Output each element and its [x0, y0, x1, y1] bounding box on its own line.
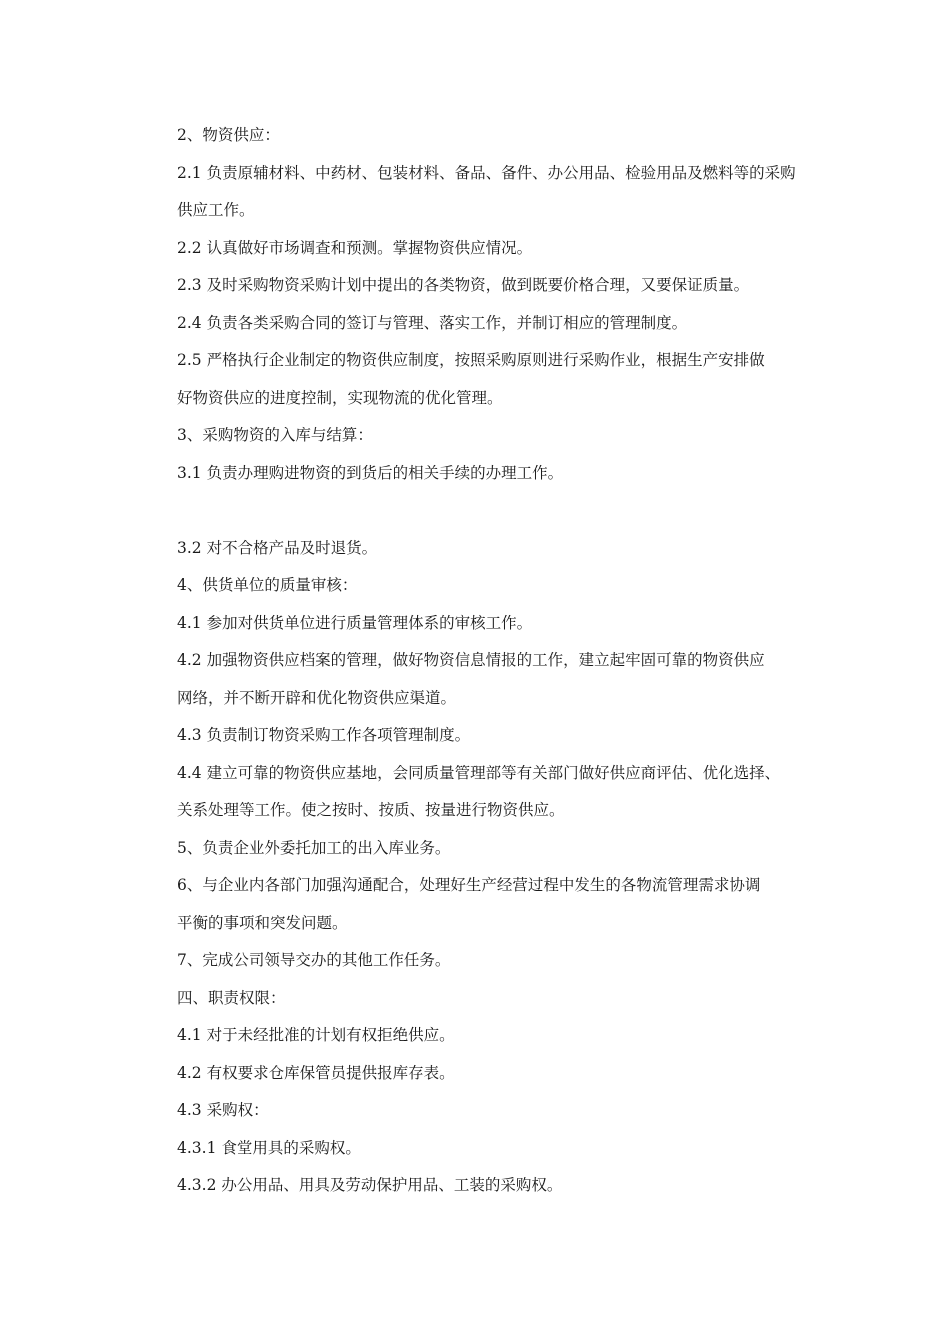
text-line: 关系处理等工作。使之按时、按质、按量进行物资供应。: [177, 801, 565, 819]
text-line: 2、物资供应：: [177, 126, 280, 144]
text-line: 2.1 负责原辅材料、中药材、包装材料、备品、备件、办公用品、检验用品及燃料等的采购: [177, 163, 796, 182]
text-line: 4.2 有权要求仓库保管员提供报库存表。: [177, 1063, 455, 1082]
text-line: 2.3 及时采购物资采购计划中提出的各类物资，做到既要价格合理，又要保证质量。: [177, 276, 750, 294]
text-line: 4.4 建立可靠的物资供应基地，会同质量管理部等有关部门做好供应商评估、优化选择、: [177, 763, 781, 782]
text-line: 四、职责权限：: [177, 988, 286, 1007]
text-line: 供应工作。: [177, 201, 255, 219]
text-line: 4.3 负责制订物资采购工作各项管理制度。: [177, 726, 471, 744]
text-line: 2.2 认真做好市场调查和预测。掌握物资供应情况。: [177, 238, 533, 257]
text-line: 6、与企业内各部门加强沟通配合，处理好生产经营过程中发生的各物流管理需求协调: [177, 876, 761, 894]
blank-line: [177, 492, 817, 530]
text-line: 4.1 对于未经批准的计划有权拒绝供应。: [177, 1026, 455, 1044]
text-line: 2.4 负责各类采购合同的签订与管理、落实工作，并制订相应的管理制度。: [177, 313, 688, 332]
text-line: 3.2 对不合格产品及时退货。: [177, 538, 378, 557]
text-line: 平衡的事项和突发问题。: [177, 913, 348, 932]
text-line: 4.2 加强物资供应档案的管理，做好物资信息情报的工作，建立起牢固可靠的物资供应: [177, 651, 765, 669]
text-line: 5、负责企业外委托加工的出入库业务。: [177, 838, 451, 857]
document-body: [177, 117, 817, 1205]
text-line: 网络，并不断开辟和优化物资供应渠道。: [177, 688, 457, 707]
text-line: 2.5 严格执行企业制定的物资供应制度，按照采购原则进行采购作业，根据生产安排做: [177, 351, 765, 369]
text-line: 4.3.1 食堂用具的采购权。: [177, 1138, 361, 1157]
text-line: 4.3 采购权：: [177, 1101, 269, 1119]
text-line: 3.1 负责办理购进物资的到货后的相关手续的办理工作。: [177, 463, 564, 482]
text-line: 4.1 参加对供货单位进行质量管理体系的审核工作。: [177, 613, 533, 632]
text-line: 4.3.2 办公用品、用具及劳动保护用品、工装的采购权。: [177, 1176, 563, 1194]
text-line: 4、供货单位的质量审核：: [177, 576, 358, 594]
text-line: 3、采购物资的入库与结算：: [177, 426, 373, 444]
text-line: 7、完成公司领导交办的其他工作任务。: [177, 951, 451, 969]
text-line: 好物资供应的进度控制，实现物流的优化管理。: [177, 388, 503, 407]
